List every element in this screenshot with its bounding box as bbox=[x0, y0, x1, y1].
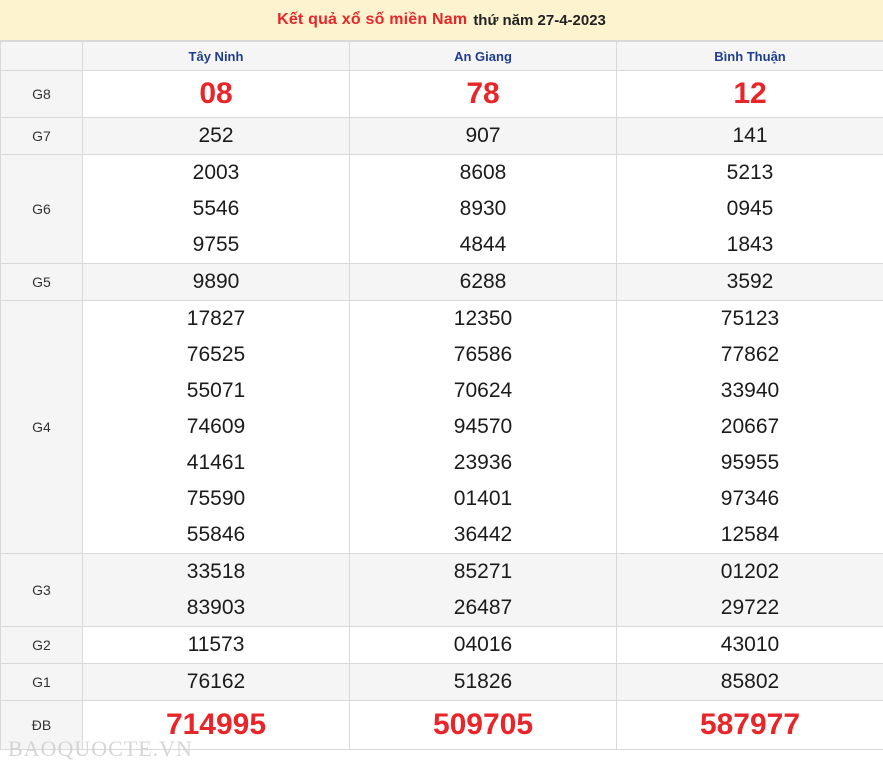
result-cell: 587977 bbox=[617, 701, 883, 750]
result-value: 4844 bbox=[459, 233, 507, 256]
result-cell bbox=[617, 301, 883, 554]
row-label-g7: G7 bbox=[1, 118, 83, 155]
result-value: 20667 bbox=[720, 415, 780, 438]
result-value: 33518 bbox=[186, 560, 246, 583]
table-row bbox=[1, 118, 883, 155]
result-cell: 11573 bbox=[83, 627, 350, 664]
table-row bbox=[1, 155, 883, 264]
table-row bbox=[1, 701, 883, 750]
result-value: 12350 bbox=[453, 307, 513, 330]
page-header bbox=[0, 0, 883, 41]
result-cell: 3592 bbox=[617, 264, 883, 301]
table-body bbox=[1, 71, 883, 750]
column-header-province-2: An Giang bbox=[350, 42, 617, 71]
table-row bbox=[1, 627, 883, 664]
result-value: 95955 bbox=[720, 451, 780, 474]
result-cell: 08 bbox=[83, 71, 350, 118]
row-label-g2: G2 bbox=[1, 627, 83, 664]
column-header-province-3: Bình Thuận bbox=[617, 42, 883, 71]
result-value: 75123 bbox=[720, 307, 780, 330]
result-value: 70624 bbox=[453, 379, 513, 402]
result-value: 01401 bbox=[453, 487, 513, 510]
result-value: 85271 bbox=[453, 560, 513, 583]
result-cell: 76162 bbox=[83, 664, 350, 701]
result-value: 74609 bbox=[186, 415, 246, 438]
result-cell: 252 bbox=[83, 118, 350, 155]
result-value: 77862 bbox=[720, 343, 780, 366]
result-value: 8608 bbox=[459, 161, 507, 184]
result-cell bbox=[83, 155, 350, 264]
results-table bbox=[0, 41, 883, 750]
result-value: 55846 bbox=[186, 523, 246, 546]
table-row bbox=[1, 664, 883, 701]
watermark: BAOQUOCTE.VN bbox=[8, 736, 193, 761]
row-label-db: ĐB bbox=[1, 701, 83, 750]
result-value: 5546 bbox=[192, 197, 240, 220]
table-row bbox=[1, 554, 883, 627]
result-value: 83903 bbox=[186, 596, 246, 619]
result-value: 5213 bbox=[726, 161, 774, 184]
table-header-row bbox=[1, 42, 883, 71]
result-value: 8930 bbox=[459, 197, 507, 220]
result-value: 29722 bbox=[720, 596, 780, 619]
result-cell: 141 bbox=[617, 118, 883, 155]
result-cell: 714995 bbox=[83, 701, 350, 750]
result-value: 76525 bbox=[186, 343, 246, 366]
result-value: 0945 bbox=[726, 197, 774, 220]
result-value: 76586 bbox=[453, 343, 513, 366]
page-title: Kết quả xổ số miền Nam bbox=[277, 11, 468, 28]
result-cell bbox=[83, 301, 350, 554]
result-cell bbox=[83, 554, 350, 627]
row-label-g1: G1 bbox=[1, 664, 83, 701]
column-header-province-1: Tây Ninh bbox=[83, 42, 350, 71]
result-cell: 9890 bbox=[83, 264, 350, 301]
result-value: 1843 bbox=[726, 233, 774, 256]
table-row bbox=[1, 264, 883, 301]
result-value: 26487 bbox=[453, 596, 513, 619]
result-cell bbox=[350, 554, 617, 627]
result-value: 36442 bbox=[453, 523, 513, 546]
result-cell: 6288 bbox=[350, 264, 617, 301]
result-value: 01202 bbox=[720, 560, 780, 583]
result-cell: 43010 bbox=[617, 627, 883, 664]
result-value: 23936 bbox=[453, 451, 513, 474]
result-cell: 12 bbox=[617, 71, 883, 118]
result-cell bbox=[617, 554, 883, 627]
result-value: 75590 bbox=[186, 487, 246, 510]
row-label-g6: G6 bbox=[1, 155, 83, 264]
result-value: 9755 bbox=[192, 233, 240, 256]
result-value: 97346 bbox=[720, 487, 780, 510]
row-label-g3: G3 bbox=[1, 554, 83, 627]
result-cell bbox=[617, 155, 883, 264]
result-cell: 78 bbox=[350, 71, 617, 118]
result-cell: 509705 bbox=[350, 701, 617, 750]
result-value: 33940 bbox=[720, 379, 780, 402]
table-row bbox=[1, 301, 883, 554]
result-value: 41461 bbox=[186, 451, 246, 474]
table-head bbox=[1, 42, 883, 71]
result-value: 94570 bbox=[453, 415, 513, 438]
row-label-g5: G5 bbox=[1, 264, 83, 301]
result-value: 12584 bbox=[720, 523, 780, 546]
result-value: 55071 bbox=[186, 379, 246, 402]
row-label-g4: G4 bbox=[1, 301, 83, 554]
result-value: 17827 bbox=[186, 307, 246, 330]
result-cell bbox=[350, 155, 617, 264]
page-date: thứ năm 27-4-2023 bbox=[473, 11, 606, 29]
row-label-g8: G8 bbox=[1, 71, 83, 118]
table-row bbox=[1, 71, 883, 118]
column-header-prize bbox=[1, 42, 83, 71]
result-cell: 907 bbox=[350, 118, 617, 155]
result-cell: 85802 bbox=[617, 664, 883, 701]
result-cell: 04016 bbox=[350, 627, 617, 664]
result-cell bbox=[350, 301, 617, 554]
result-cell: 51826 bbox=[350, 664, 617, 701]
result-value: 2003 bbox=[192, 161, 240, 184]
